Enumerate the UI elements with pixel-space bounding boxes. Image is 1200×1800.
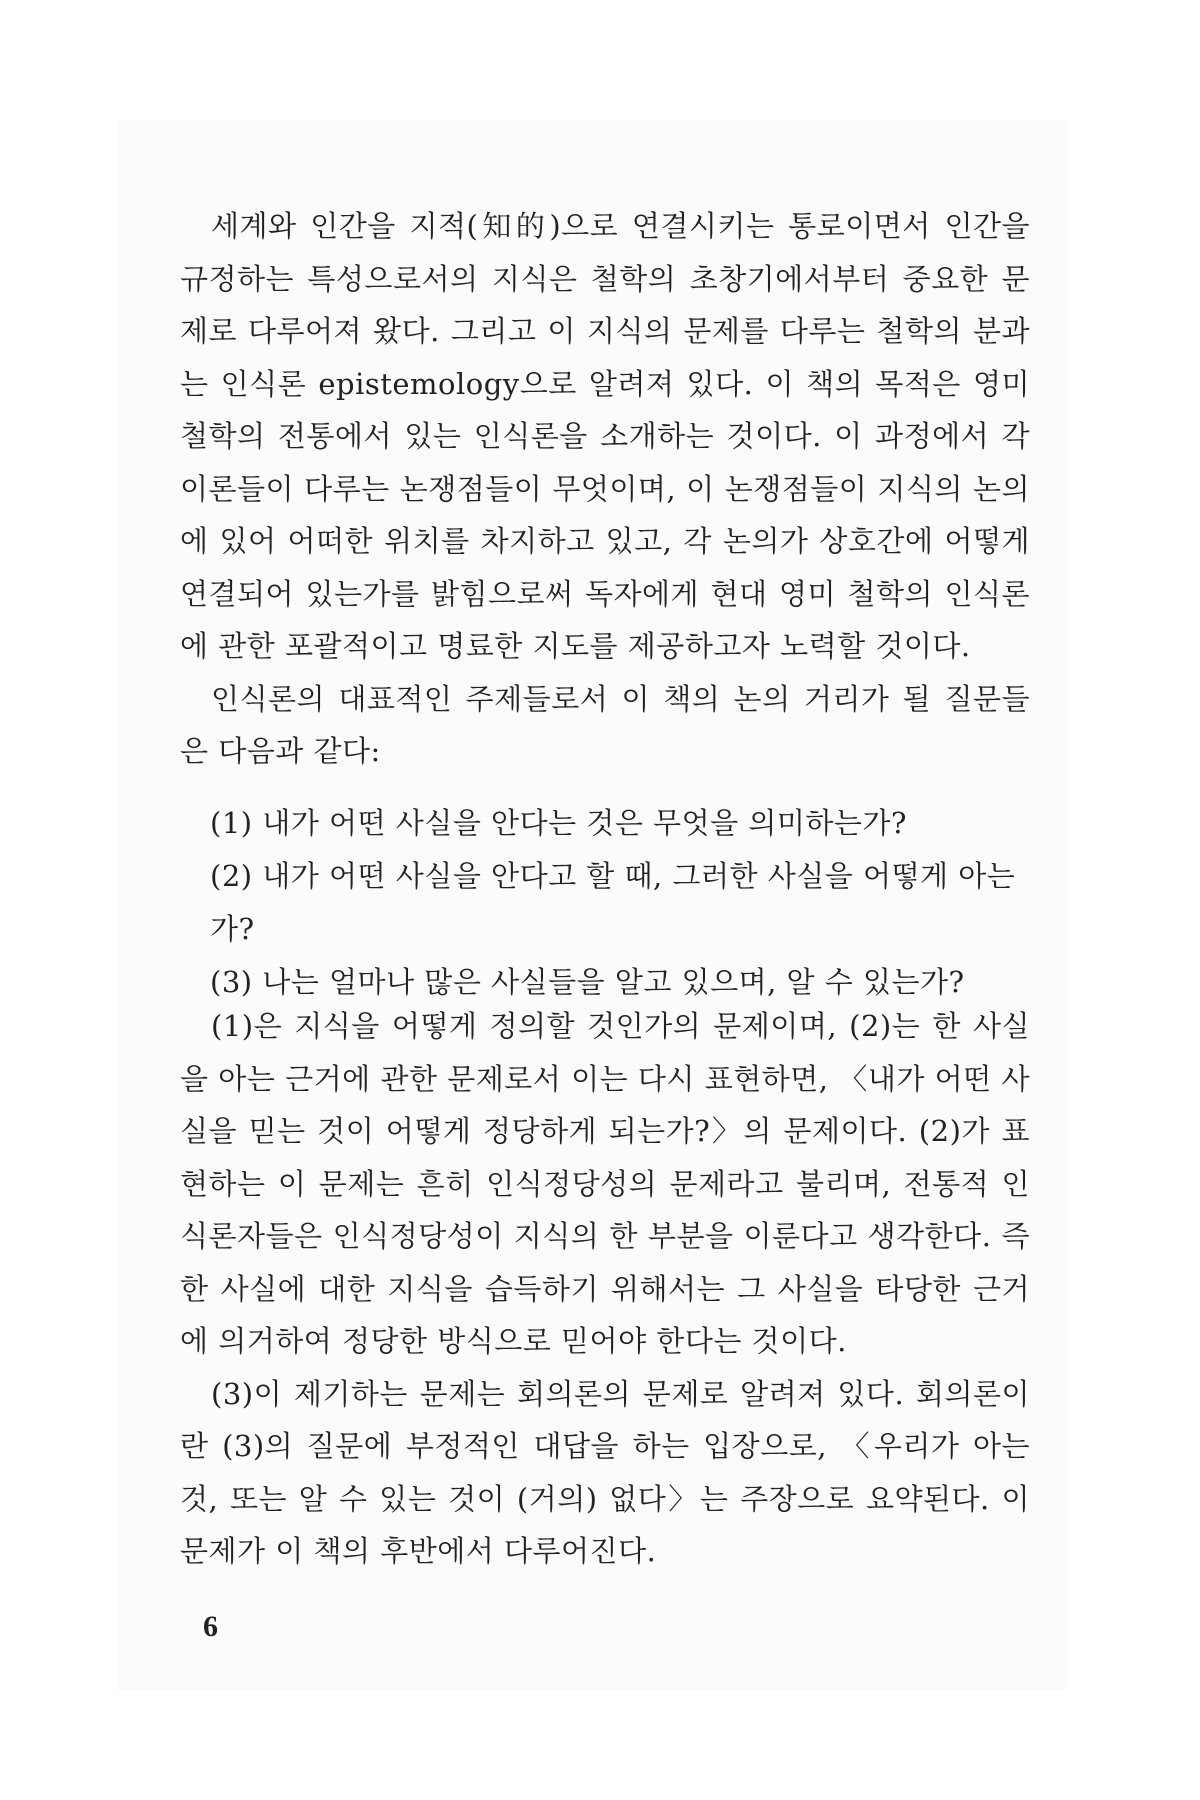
question-item: (1) 내가 어떤 사실을 안다는 것은 무엇을 의미하는가?: [210, 806, 907, 840]
intro-text-block: [180, 200, 1030, 778]
paragraph-skepticism: (3)이 제기하는 문제는 회의론의 문제로 알려져 있다. 회의론이란 (3)의 질문에 부정적인 대답을 하는 입장으로, 〈우리가 아는 것, 또는 알 수 있는 것이 (거의) 없다〉는 주장으로 요약된다. 이 문제가 이 책의 후반에서 다루어진다.: [180, 1376, 1030, 1568]
question-item: (2) 내가 어떤 사실을 안다고 할 때, 그러한 사실을 어떻게 아는가?: [210, 859, 1016, 946]
question-item: (3) 나는 얼마나 많은 사실들을 알고 있으며, 알 수 있는가?: [210, 965, 965, 999]
question-list: [180, 797, 1030, 1009]
discussion-text-block: [180, 1000, 1030, 1578]
page-number: 6: [203, 1610, 218, 1643]
paragraph-questions-lead: 인식론의 대표적인 주제들로서 이 책의 논의 거리가 될 질문들은 다음과 같다:: [180, 681, 1030, 768]
paragraph-intro: 세계와 인간을 지적(知的)으로 연결시키는 통로이면서 인간을 규정하는 특성으로서의 지식은 철학의 초창기에서부터 중요한 문제로 다루어져 왔다. 그리고 이 지식의 문제를 다루는 철학의 분과는 인식론 epistemology으로 알려져 있다. 이 책의 목적은 영미 철학의 전통에서 있는 인식론을 소개하는 것이다. 이 과정에서 각 이론들이 다루는 논쟁점들이 무엇이며, 이 논쟁점들이 지식의 논의에 있어 어떠한 위치를 차지하고 있고, 각 논의가 상호간에 어떻게 연결되어 있는가를 밝힘으로써 독자에게 현대 영미 철학의 인식론에 관한 포괄적이고 명료한 지도를 제공하고자 노력할 것이다.: [180, 209, 1030, 663]
paragraph-justification: (1)은 지식을 어떻게 정의할 것인가의 문제이며, (2)는 한 사실을 아는 근거에 관한 문제로서 이는 다시 표현하면, 〈내가 어떤 사실을 믿는 것이 어떻게 정당하게 되는가?〉의 문제이다. (2)가 표현하는 이 문제는 흔히 인식정당성의 문제라고 불리며, 전통적 인식론자들은 인식정당성이 지식의 한 부분을 이룬다고 생각한다. 즉 한 사실에 대한 지식을 습득하기 위해서는 그 사실을 타당한 근거에 의거하여 정당한 방식으로 믿어야 한다는 것이다.: [180, 1009, 1030, 1358]
